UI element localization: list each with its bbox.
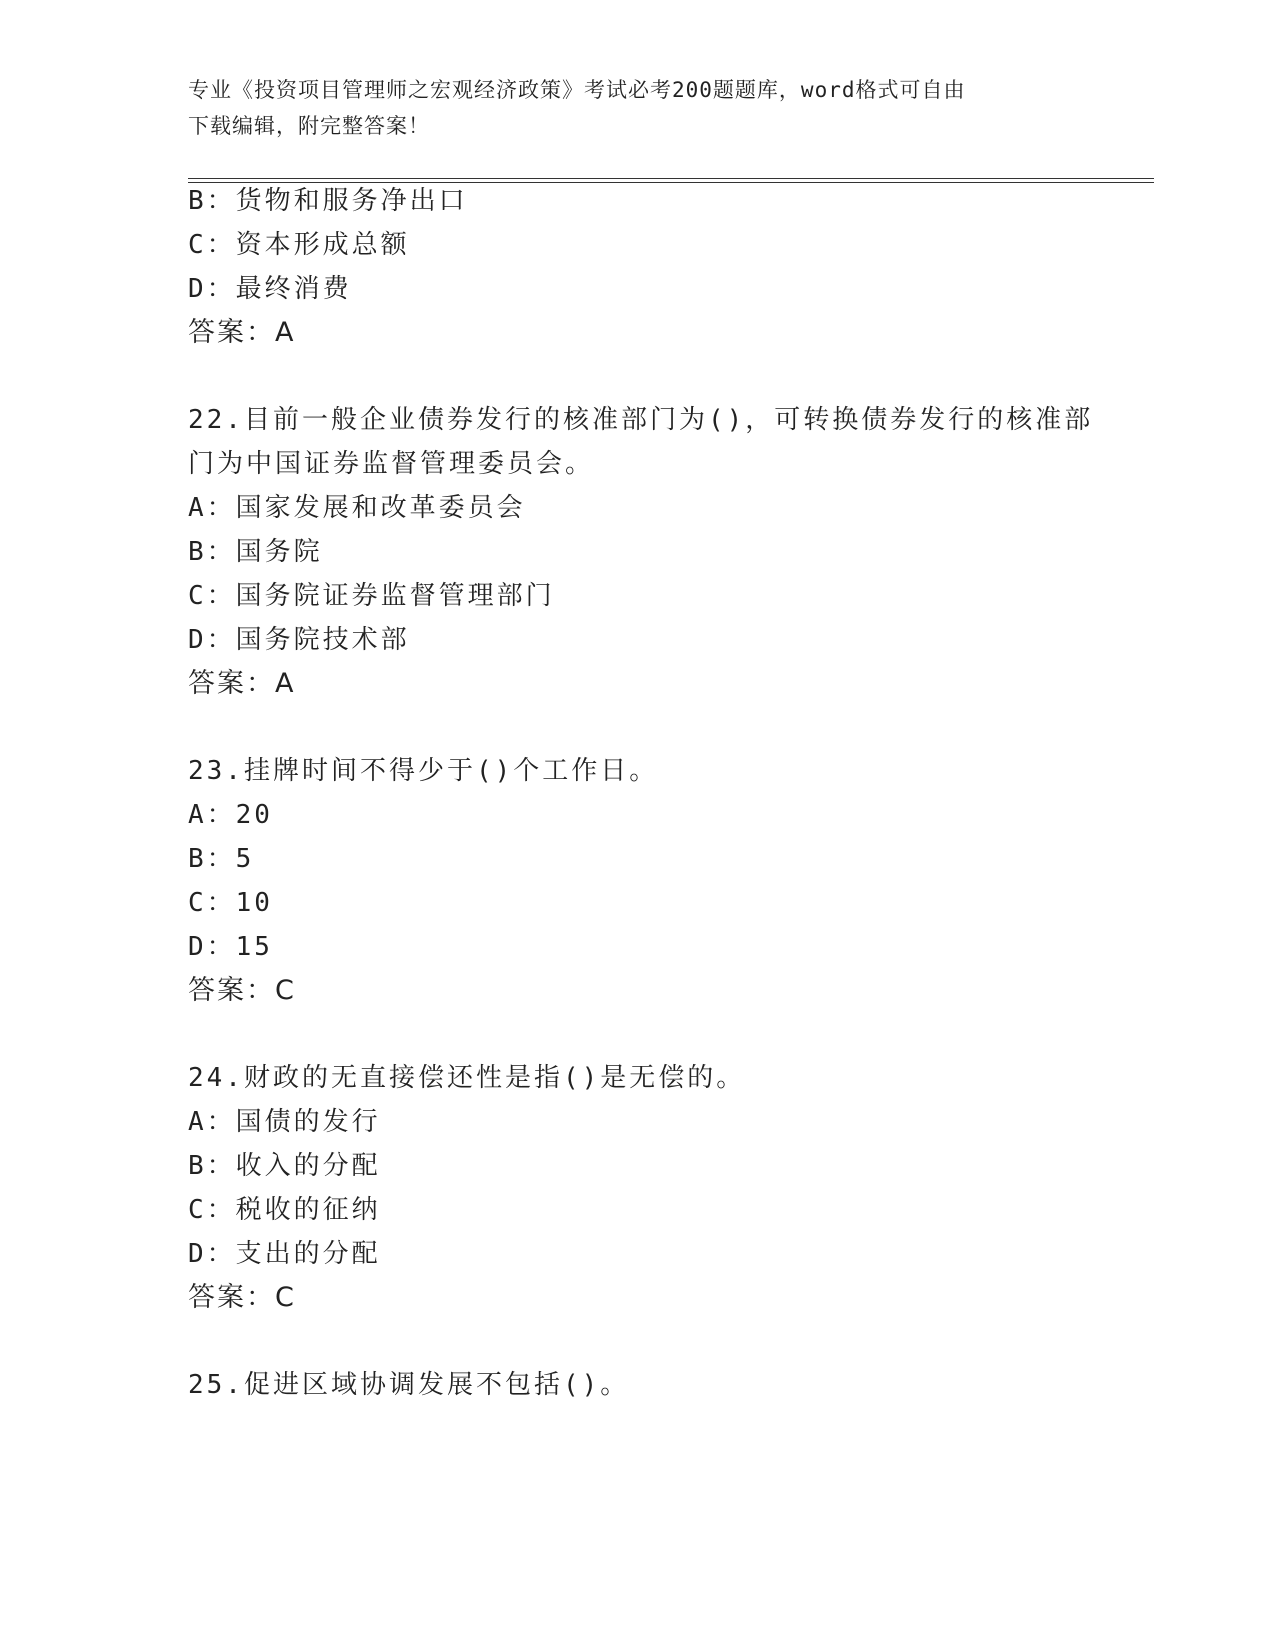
question-stem: 24.财政的无直接偿还性是指()是无偿的。 — [188, 1063, 746, 1093]
option-b: B：国务院 — [188, 537, 323, 567]
option-d: D：支出的分配 — [188, 1239, 381, 1269]
option-c: C：国务院证券监督管理部门 — [188, 581, 555, 611]
header-line-2: 下载编辑，附完整答案！ — [188, 114, 430, 138]
option-d: D：国务院技术部 — [188, 625, 410, 655]
question-stem: 25.促进区域协调发展不包括()。 — [188, 1370, 630, 1400]
option-d: D：15 — [188, 932, 273, 962]
option-c: C：10 — [188, 888, 273, 918]
question-stem: 23.挂牌时间不得少于()个工作日。 — [188, 756, 659, 786]
question-stem-continued: 门为中国证券监督管理委员会。 — [188, 449, 595, 479]
answer-line: 答案：C — [188, 975, 296, 1006]
option-c: C：税收的征纳 — [188, 1195, 381, 1225]
answer-line: 答案：A — [188, 317, 296, 348]
option-a: A：国债的发行 — [188, 1107, 381, 1137]
header-double-rule — [188, 178, 1154, 183]
document-header — [188, 72, 1088, 144]
option-b: B：货物和服务净出口 — [188, 186, 468, 216]
option-d: D：最终消费 — [188, 274, 352, 304]
option-a: A：国家发展和改革委员会 — [188, 493, 526, 523]
header-line-1: 专业《投资项目管理师之宏观经济政策》考试必考200题题库，word格式可自由 — [188, 78, 966, 102]
option-b: B：收入的分配 — [188, 1151, 381, 1181]
option-b: B：5 — [188, 844, 255, 874]
answer-line: 答案：C — [188, 1282, 296, 1313]
question-stem: 22.目前一般企业债券发行的核准部门为()，可转换债券发行的核准部 — [188, 405, 1094, 435]
answer-line: 答案：A — [188, 668, 296, 699]
option-a: A：20 — [188, 800, 273, 830]
option-c: C：资本形成总额 — [188, 230, 410, 260]
